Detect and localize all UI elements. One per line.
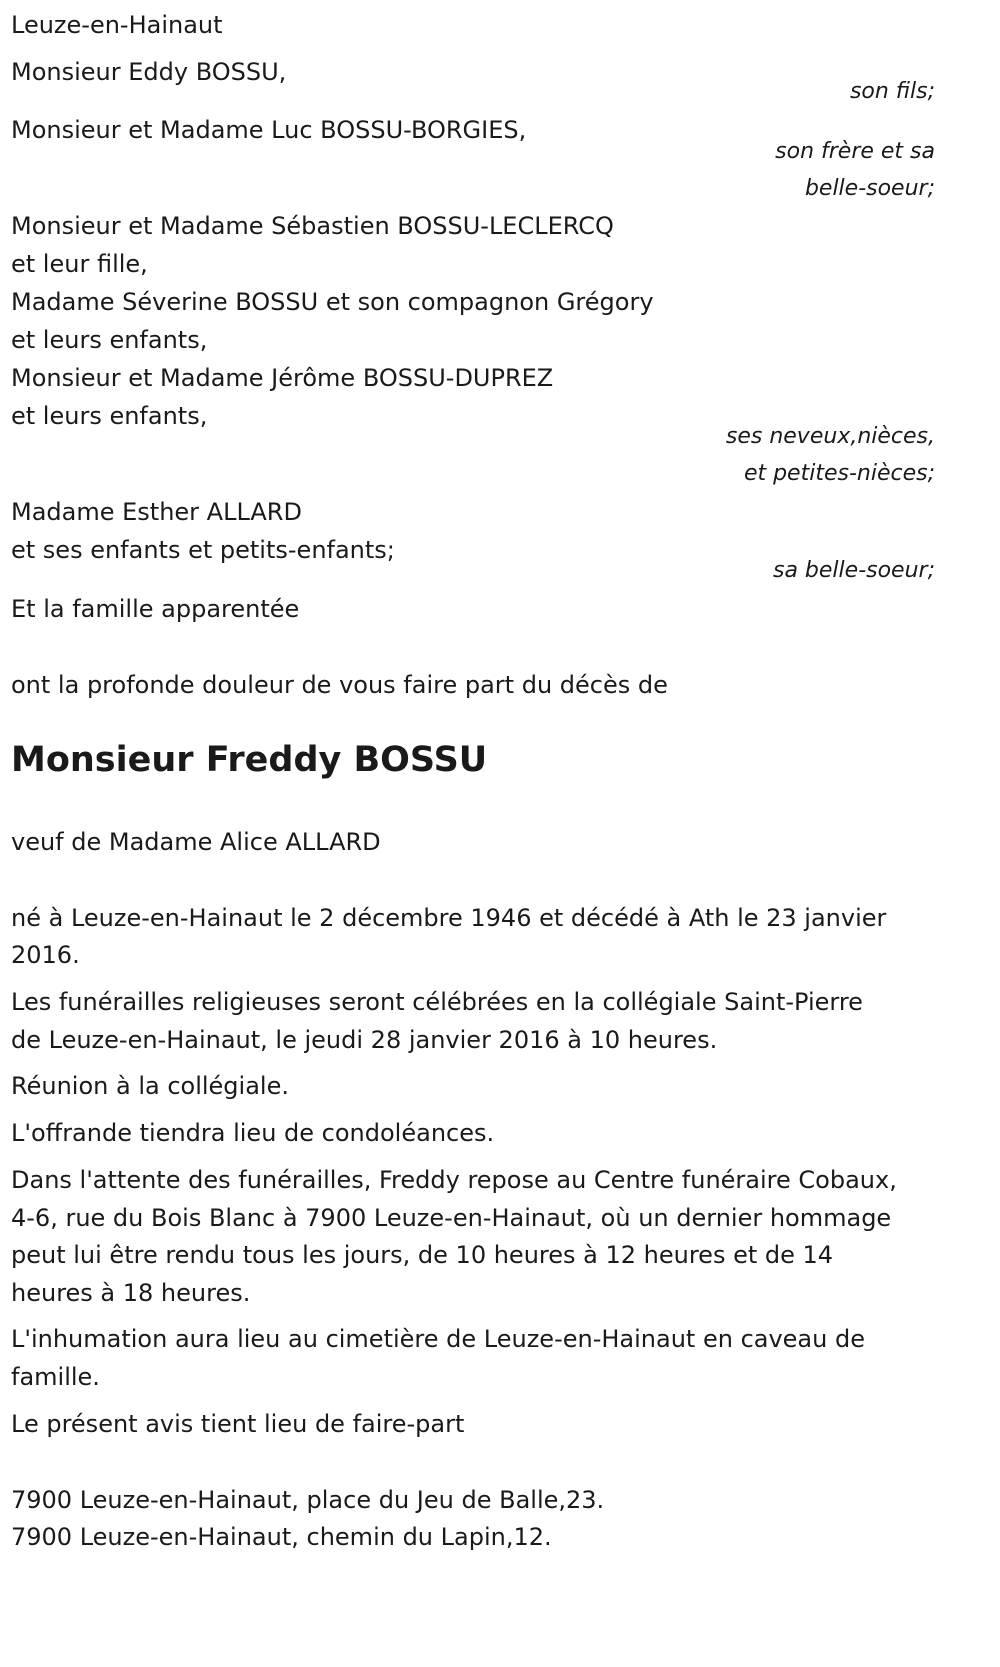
birth-death-line-2: 2016. [11, 941, 80, 969]
announcement-intro: ont la profonde douleur de vous faire part du décès de [11, 671, 668, 699]
family-member-jerome: Monsieur et Madame Jérôme BOSSU-DUPREZ [11, 364, 554, 392]
family-member-severine-children: et leurs enfants, [11, 326, 208, 354]
relation-brother: son frère et sa [775, 139, 935, 164]
rest-line-1: Dans l'attente des funérailles, Freddy repose au Centre funéraire Cobaux, [11, 1166, 897, 1194]
family-member-eddy: Monsieur Eddy BOSSU, [11, 58, 287, 86]
family-member-esther: Madame Esther ALLARD [11, 498, 302, 526]
funeral-line-1: Les funérailles religieuses seront célébrées en la collégiale Saint-Pierre [11, 988, 863, 1016]
notice-line: Le présent avis tient lieu de faire-part [11, 1410, 465, 1438]
funeral-line-2: de Leuze-en-Hainaut, le jeudi 28 janvier 2016 à 10 heures. [11, 1026, 718, 1054]
relation-grand-nieces: et petites-nièces; [743, 461, 935, 486]
family-member-sebastien-child: et leur fille, [11, 250, 148, 278]
relation-sister-in-law: belle-soeur; [804, 176, 935, 201]
family-member-sebastien: Monsieur et Madame Sébastien BOSSU-LECLERCQ [11, 212, 614, 240]
rest-line-3: peut lui être rendu tous les jours, de 10 heures à 12 heures et de 14 [11, 1241, 834, 1269]
address-line-1: 7900 Leuze-en-Hainaut, place du Jeu de Balle,23. [11, 1486, 605, 1514]
family-member-esther-children: et ses enfants et petits-enfants; [11, 536, 395, 564]
relation-nephews: ses neveux,nièces, [725, 424, 935, 449]
meeting-line: Réunion à la collégiale. [11, 1072, 289, 1100]
birth-death-line-1: né à Leuze-en-Hainaut le 2 décembre 1946 et décédé à Ath le 23 janvier [11, 904, 887, 932]
rest-line-2: 4-6, rue du Bois Blanc à 7900 Leuze-en-Hainaut, où un dernier hommage [11, 1204, 892, 1232]
relation-son: son fils; [849, 79, 935, 104]
rest-line-4: heures à 18 heures. [11, 1279, 251, 1307]
relation-esther: sa belle-soeur; [773, 558, 935, 583]
offering-line: L'offrande tiendra lieu de condoléances. [11, 1119, 495, 1147]
family-member-severine: Madame Séverine BOSSU et son compagnon Grégory [11, 288, 654, 316]
deceased-name: Monsieur Freddy BOSSU [11, 740, 488, 780]
family-member-luc: Monsieur et Madame Luc BOSSU-BORGIES, [11, 116, 527, 144]
widower-line: veuf de Madame Alice ALLARD [11, 828, 381, 856]
extended-family: Et la famille apparentée [11, 595, 300, 623]
location-heading: Leuze-en-Hainaut [11, 11, 223, 39]
burial-line-1: L'inhumation aura lieu au cimetière de Leuze-en-Hainaut en caveau de [11, 1325, 865, 1353]
address-line-2: 7900 Leuze-en-Hainaut, chemin du Lapin,12. [11, 1523, 552, 1551]
burial-line-2: famille. [11, 1363, 100, 1391]
family-member-jerome-children: et leurs enfants, [11, 402, 208, 430]
